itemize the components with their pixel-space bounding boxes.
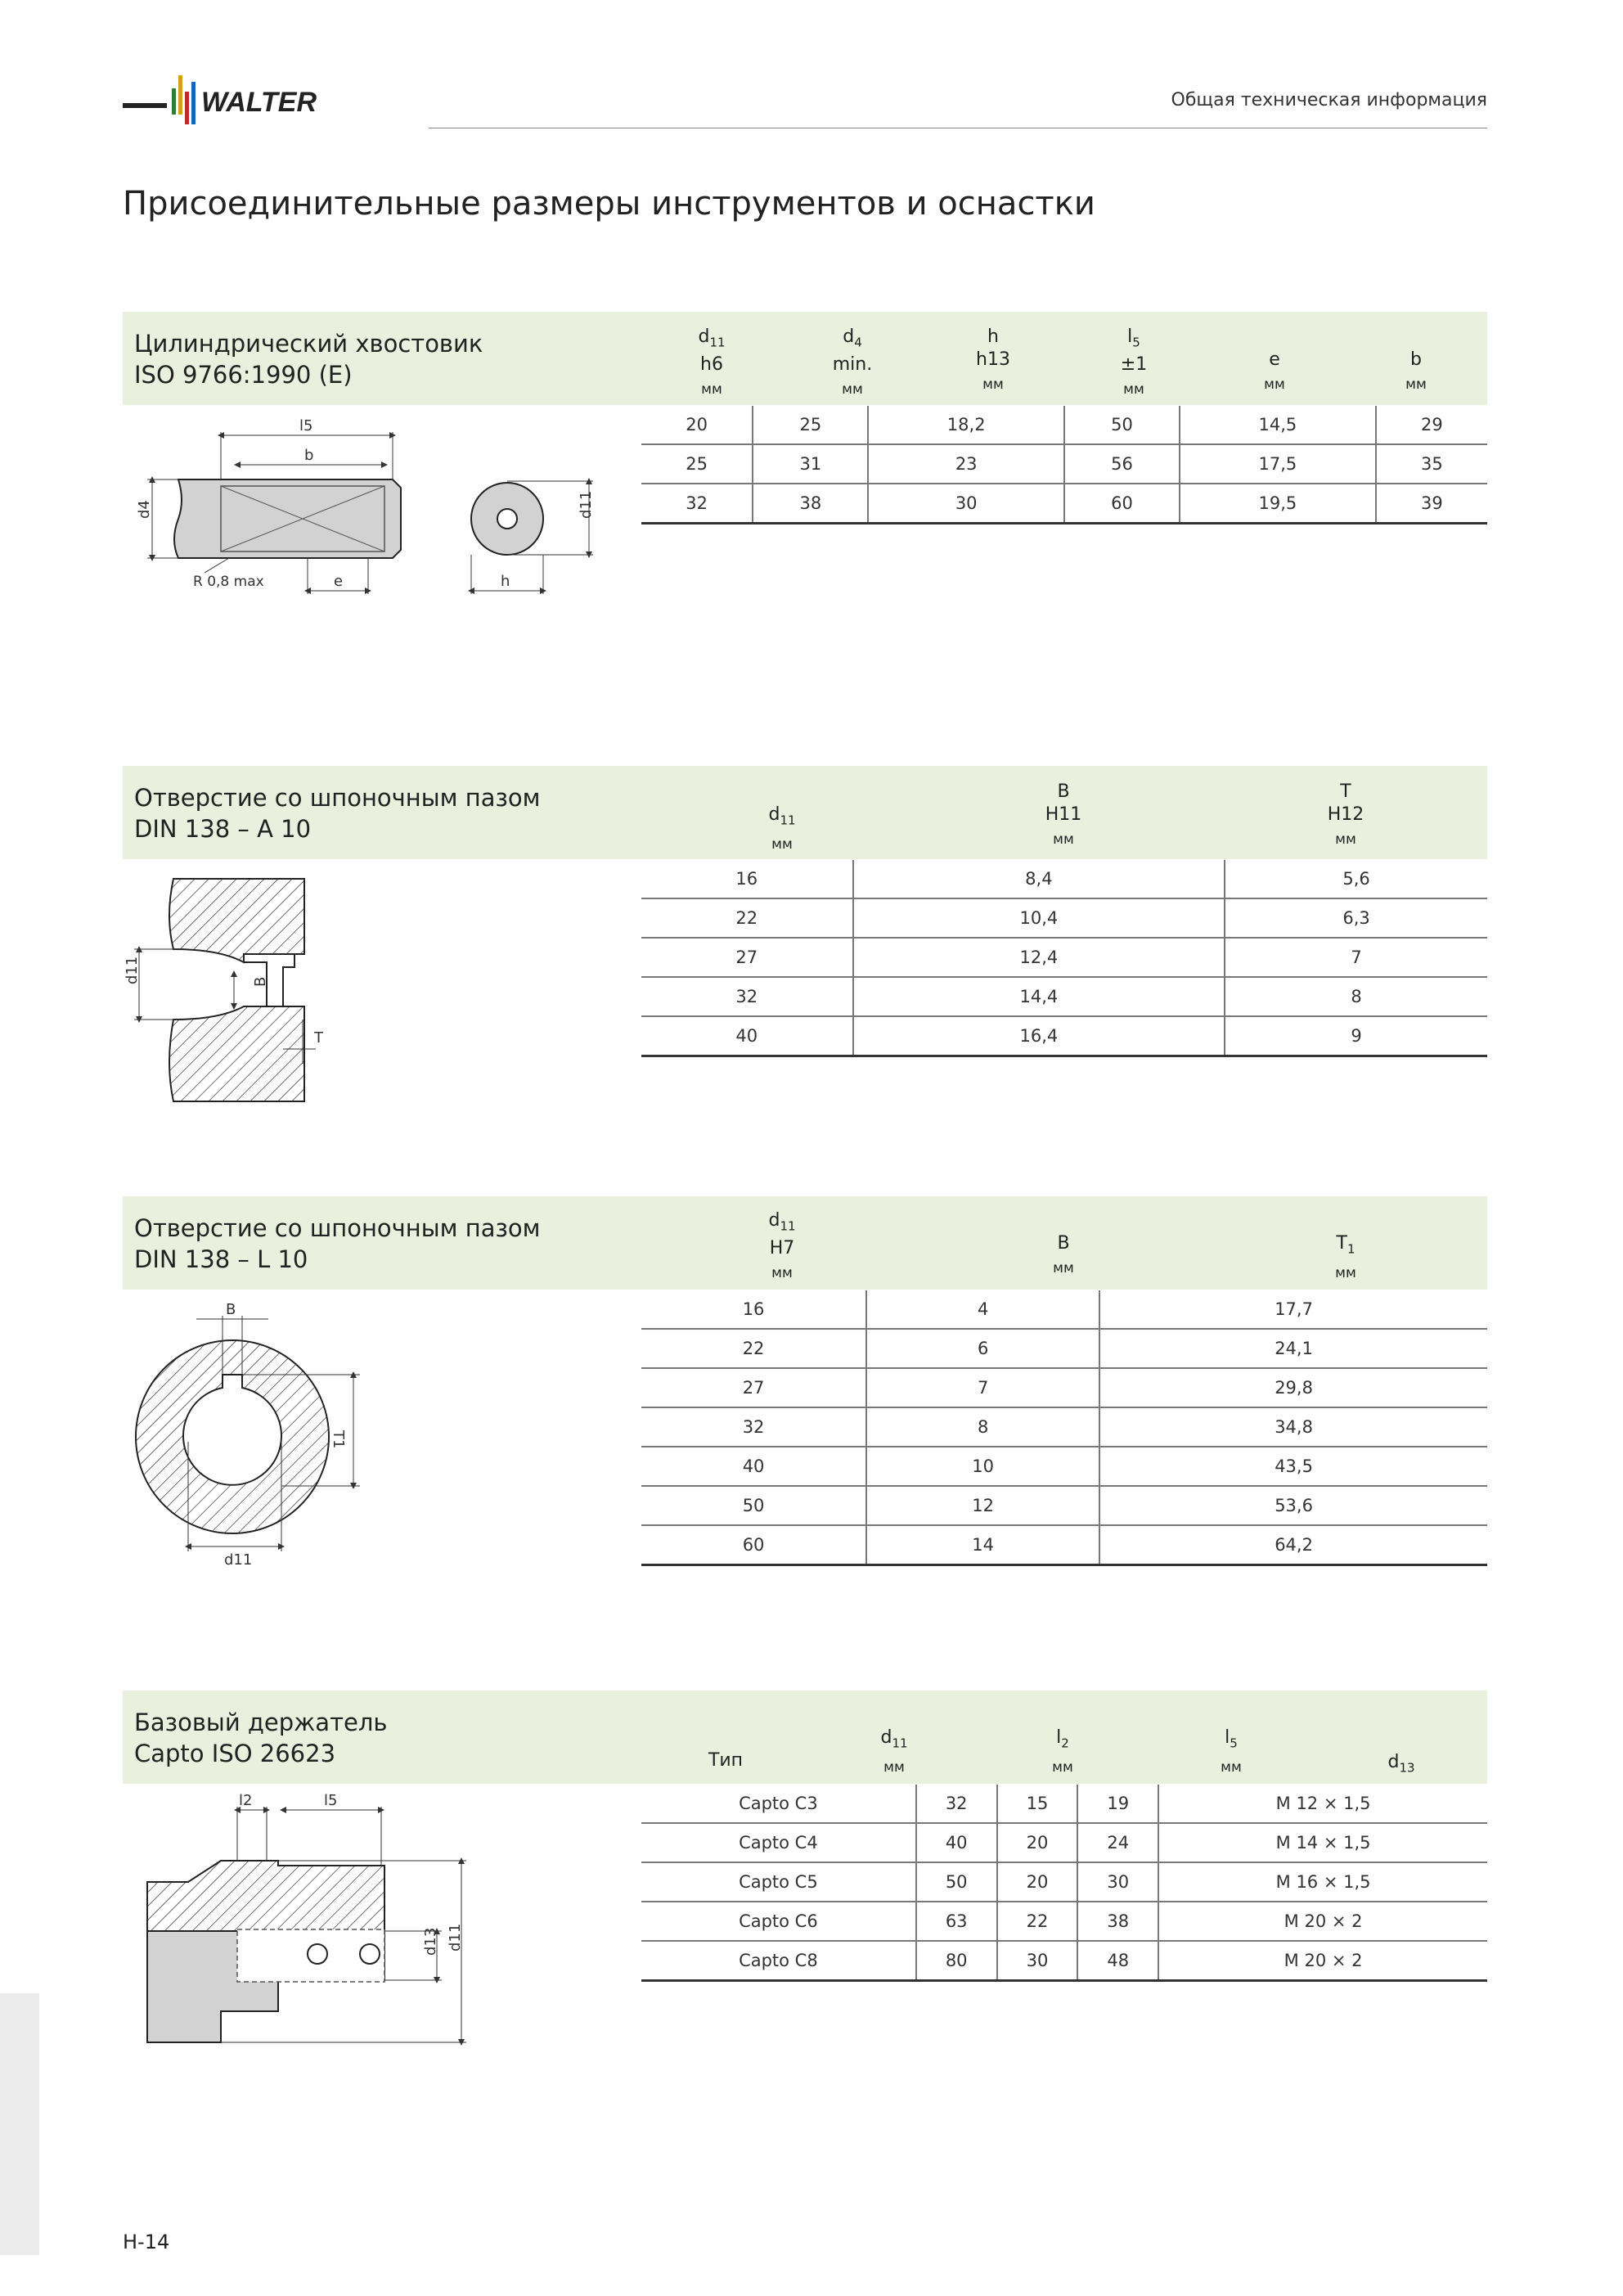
dim-l5-label: l5 [324,1792,338,1809]
table-row: 40 16,4 9 [641,1016,1487,1056]
s4-col-l2: $l_2$ мм [1052,1727,1073,1776]
section-3-title [134,1213,541,1275]
table-row: 22 6 24,1 [641,1329,1487,1368]
table-row: 16 8,4 5,6 [641,860,1487,898]
dim-T-label: T [314,1029,323,1047]
dim-h-label: h [501,573,510,590]
s3-col-d11: $d_{11}$ H7 мм [768,1210,796,1282]
capto-drawing [123,1792,499,2062]
s4-col-type: Тип [708,1750,744,1771]
dim-B-label: B [252,976,269,987]
header-section-title: Общая техническая информация [1171,90,1487,110]
dim-r-label: R 0,8 max [193,574,264,590]
table-row: 60 14 64,2 [641,1525,1487,1565]
s1-col-e: e мм [1264,349,1285,393]
table-row: 32 8 34,8 [641,1407,1487,1447]
section-1-title-line2: ISO 9766:1990 (E) [134,361,353,389]
page-number: H-14 [123,2231,170,2253]
dim-l2-label: l2 [239,1792,253,1809]
s2-col-T: T H12 мм [1327,781,1364,848]
s1-col-d11: $d_{11}$ h6 мм [698,326,726,398]
section-4-title-line1: Базовый держатель [134,1708,388,1736]
table-row: Capto C3 32 15 19 M 12 × 1,5 [641,1785,1487,1823]
s1-table [641,406,1487,524]
s3-col-T1: $T_1$ мм [1335,1233,1356,1282]
s1-col-l5: $l_5$ ±1 мм [1120,326,1148,398]
shank-drawing [123,409,605,614]
s1-col-b: b мм [1405,349,1427,393]
s3-col-B: B мм [1053,1233,1074,1276]
dim-B-label: B [226,1301,236,1318]
section-4-title [134,1707,387,1769]
table-row: 32 38 30 60 19,5 39 [641,484,1487,524]
section-3-title-line2: DIN 138 – L 10 [134,1245,308,1273]
table-row: 50 12 53,6 [641,1486,1487,1525]
section-2-title-line1: Отверстие со шпоночным пазом [134,784,541,812]
dim-d11-label: d11 [578,490,595,519]
section-1-title-line1: Цилиндрический хвостовик [134,330,483,358]
table-row: Capto C6 63 22 38 M 20 × 2 [641,1902,1487,1941]
s2-col-B: B H11 мм [1045,781,1082,848]
dim-b-label: b [304,447,314,464]
section-4-title-line2: Capto ISO 26623 [134,1740,336,1767]
keyway-l10-drawing [123,1301,384,1571]
dim-d11-label: d11 [124,956,141,984]
section-2-title [134,782,541,844]
table-row: 25 31 23 56 17,5 35 [641,444,1487,484]
table-row: 16 4 17,7 [641,1290,1487,1329]
dim-d11-label: d11 [447,1923,464,1952]
side-tab-marker [0,1993,39,2255]
s1-col-h: h h13 мм [976,326,1010,393]
table-row: 20 25 18,2 50 14,5 29 [641,406,1487,444]
s4-table [641,1785,1487,1982]
s4-col-d13: $d_{13}$ [1387,1752,1415,1776]
dim-d4-label: d4 [136,500,153,519]
section-1-title [134,328,483,390]
section-3-title-line1: Отверстие со шпоночным пазом [134,1214,541,1242]
dim-l5-label: l5 [299,417,313,434]
dim-e-label: e [334,573,344,590]
brand-wordmark: WALTER [201,87,317,118]
table-row: 40 10 43,5 [641,1447,1487,1486]
table-row: Capto C8 80 30 48 M 20 × 2 [641,1941,1487,1981]
table-row: 22 10,4 6,3 [641,898,1487,938]
walter-logo [123,59,401,133]
s2-table [641,860,1487,1057]
s2-col-d11: $d_{11}$ мм [768,804,796,853]
page-title: Присоединительные размеры инструментов и оснастки [123,185,1095,223]
dim-d13-label: d13 [422,1927,439,1956]
dim-T1-label: T1 [330,1430,347,1449]
table-row: Capto C4 40 20 24 M 14 × 1,5 [641,1823,1487,1862]
section-2-title-line2: DIN 138 – A 10 [134,815,312,843]
dim-d11-label: d11 [224,1551,253,1569]
s3-table [641,1290,1487,1566]
table-row: 27 7 29,8 [641,1368,1487,1407]
table-row: 27 12,4 7 [641,938,1487,977]
table-row: Capto C5 50 20 30 M 16 × 1,5 [641,1862,1487,1902]
keyway-a10-drawing [123,867,368,1113]
s1-col-d4: $d_4$ min. мм [832,326,873,398]
s4-col-l5: $l_5$ мм [1221,1727,1242,1776]
table-row: 32 14,4 8 [641,977,1487,1016]
s4-col-d11: $d_{11}$ мм [880,1727,908,1776]
